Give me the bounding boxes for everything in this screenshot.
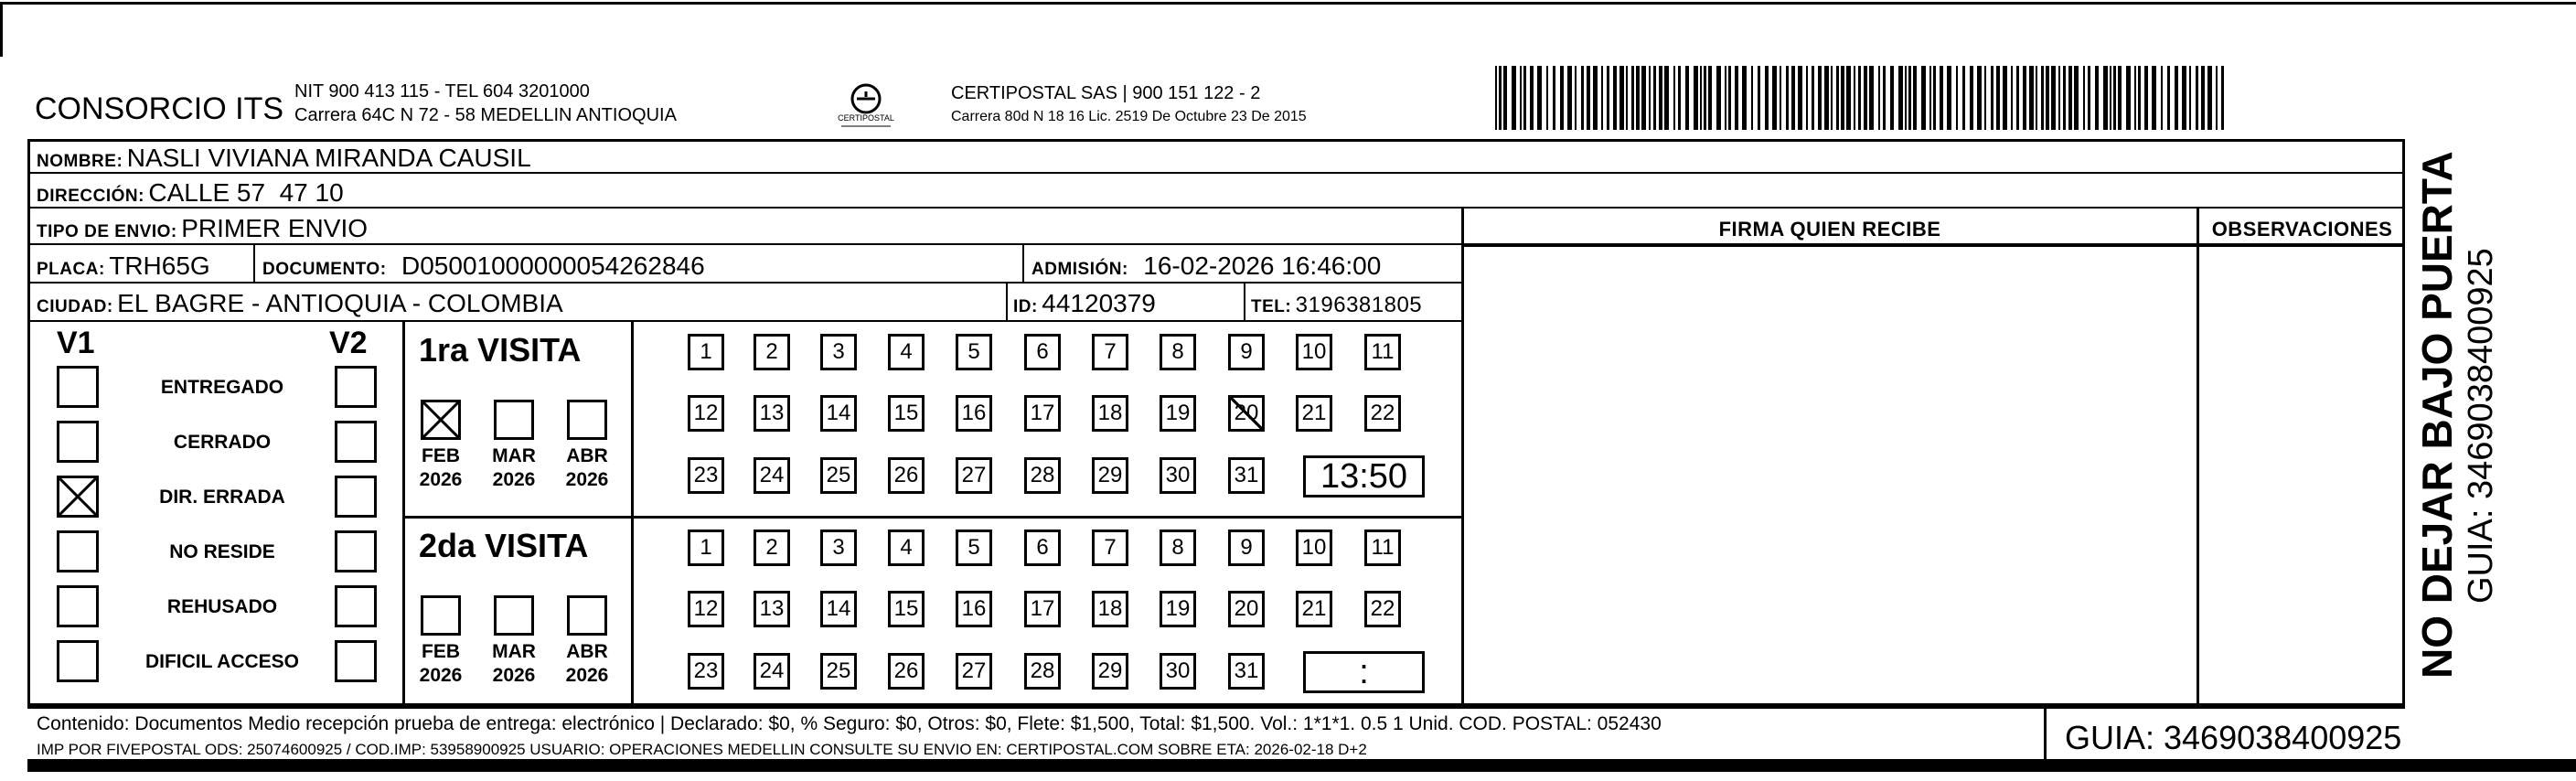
day-box[interactable]: 9 — [1228, 530, 1265, 566]
second-visit-title: 2da VISITA — [419, 527, 589, 564]
month-label — [482, 640, 546, 688]
month-name: MAR — [492, 445, 536, 466]
certipostal-logo — [834, 80, 898, 135]
day-box[interactable]: 18 — [1092, 591, 1128, 627]
status-label: DIR. ERRADA — [159, 487, 285, 508]
day-box[interactable]: 30 — [1160, 457, 1196, 494]
id-divider — [1006, 284, 1008, 322]
nombre-label: NOMBRE: — [37, 152, 123, 171]
v1-checkbox[interactable] — [57, 585, 99, 627]
day-box[interactable]: 1 — [688, 530, 724, 566]
day-box[interactable]: 22 — [1364, 591, 1401, 627]
day-box[interactable]: 8 — [1160, 530, 1196, 566]
day-box[interactable]: 16 — [956, 591, 992, 627]
tel-value: 3196381805 — [1295, 293, 1423, 317]
tipo-field — [37, 214, 368, 243]
month-checkbox-feb[interactable] — [421, 595, 461, 636]
day-box[interactable]: 16 — [956, 395, 992, 432]
day-box[interactable]: 12 — [688, 395, 724, 432]
v2-checkbox[interactable] — [335, 421, 377, 463]
day-box[interactable]: 13 — [754, 591, 790, 627]
month-year: 2026 — [565, 665, 609, 686]
courier-address: Carrera 80d N 18 16 Lic. 2519 De Octubre 23 De 2015 — [951, 109, 1307, 124]
status-label: ENTREGADO — [160, 377, 284, 398]
direccion-field — [37, 178, 344, 208]
month-label — [555, 640, 619, 688]
v2-checkbox[interactable] — [335, 366, 377, 408]
company-name: CONSORCIO ITS — [35, 91, 284, 126]
tipo-label: TIPO DE ENVIO: — [37, 222, 177, 241]
placa-value: TRH65G — [109, 251, 210, 280]
month-year: 2026 — [565, 469, 609, 490]
day-box[interactable]: 11 — [1364, 530, 1401, 566]
row-direccion — [27, 174, 2405, 209]
day-box[interactable]: 21 — [1296, 395, 1332, 432]
second-visit-time[interactable]: : — [1303, 651, 1425, 693]
left-rule — [0, 2, 3, 57]
status-label: DIFICIL ACCESO — [144, 651, 299, 672]
day-box[interactable]: 29 — [1092, 653, 1128, 690]
day-box[interactable]: 21 — [1296, 591, 1332, 627]
day-box[interactable]: 17 — [1024, 395, 1061, 432]
day-box[interactable]: 29 — [1092, 457, 1128, 494]
day-box[interactable]: 25 — [820, 457, 857, 494]
day-box[interactable]: 3 — [820, 530, 857, 566]
id-label: ID: — [1013, 297, 1038, 316]
month-year: 2026 — [419, 469, 463, 490]
day-box[interactable]: 18 — [1092, 395, 1128, 432]
v1-checkbox[interactable] — [57, 530, 99, 572]
firma-divider — [1461, 209, 1464, 706]
day-box[interactable]: 10 — [1296, 334, 1332, 370]
day-box[interactable]: 27 — [956, 653, 992, 690]
day-box[interactable]: 4 — [888, 530, 925, 566]
month-divider — [631, 322, 634, 706]
first-visit-title: 1ra VISITA — [419, 331, 582, 369]
barcode — [1495, 66, 2227, 130]
day-box[interactable]: 2 — [754, 530, 790, 566]
day-box[interactable]: 22 — [1364, 395, 1401, 432]
v2-header: V2 — [329, 326, 368, 360]
footer-guia-divider — [2044, 706, 2047, 761]
month-name: MAR — [492, 641, 536, 662]
day-box[interactable]: 14 — [820, 591, 857, 627]
documento-value: D05001000000054262846 — [401, 251, 705, 280]
day-box[interactable]: 9 — [1228, 334, 1265, 370]
v1-header: V1 — [57, 326, 95, 360]
v2-checkbox[interactable] — [335, 476, 377, 518]
side-guia: GUIA: 3469038400925 — [2462, 248, 2500, 604]
footer-rule — [27, 706, 2405, 709]
footer-guia: GUIA: 3469038400925 — [2065, 719, 2402, 756]
day-box[interactable]: 14 — [820, 395, 857, 432]
month-name: FEB — [422, 445, 460, 466]
admision-value: 16-02-2026 16:46:00 — [1143, 251, 1382, 280]
nombre-value: NASLI VIVIANA MIRANDA CAUSIL — [126, 144, 531, 172]
id-value: 44120379 — [1042, 289, 1156, 317]
day-box[interactable]: 15 — [888, 395, 925, 432]
admision-field — [1031, 251, 1381, 281]
day-box[interactable]: 19 — [1160, 591, 1196, 627]
day-box[interactable]: 6 — [1024, 530, 1061, 566]
ciudad-label: CIUDAD: — [37, 297, 113, 316]
day-box[interactable]: 6 — [1024, 334, 1061, 370]
v2-checkbox[interactable] — [335, 585, 377, 627]
observaciones-area[interactable] — [2200, 249, 2403, 704]
status-label: NO RESIDE — [169, 541, 275, 562]
month-checkbox-abr[interactable] — [567, 400, 607, 440]
v1-checkbox[interactable] — [57, 421, 99, 463]
documento-field — [262, 251, 705, 281]
month-label — [482, 444, 546, 492]
placa-label: PLACA: — [37, 260, 105, 279]
month-year: 2026 — [419, 665, 463, 686]
day-box[interactable]: 5 — [956, 530, 992, 566]
day-box[interactable]: 23 — [688, 457, 724, 494]
day-box[interactable]: 24 — [754, 457, 790, 494]
v1-checkbox[interactable] — [57, 366, 99, 408]
day-box[interactable]: 2 — [754, 334, 790, 370]
nombre-field — [37, 144, 531, 173]
v2-checkbox[interactable] — [335, 530, 377, 572]
obs-divider — [2197, 209, 2199, 706]
day-box[interactable]: 25 — [820, 653, 857, 690]
day-box[interactable]: 15 — [888, 591, 925, 627]
day-box[interactable]: 17 — [1024, 591, 1061, 627]
first-visit-time[interactable]: 13:50 — [1303, 455, 1425, 497]
contenido-text: Contenido: Documentos Medio recepción prueba de entrega: electrónico | Declarado: $0, % Seguro: $0, Otros: $0, Flete: $1,500, Total: $1,500. Vol.: 1*1*1. 0.5 1 Unid. COD. POSTAL: 052430 — [37, 713, 1662, 734]
tel-label: TEL: — [1251, 297, 1292, 316]
day-box[interactable]: 8 — [1160, 334, 1196, 370]
month-label — [555, 444, 619, 492]
month-checkbox-abr[interactable] — [567, 595, 607, 636]
courier-line: CERTIPOSTAL SAS | 900 151 122 - 2 — [951, 83, 1261, 103]
tel-divider — [1244, 284, 1245, 322]
v1-checkbox[interactable] — [57, 476, 99, 518]
direccion-value: CALLE 57 47 10 — [148, 178, 344, 207]
day-box[interactable]: 10 — [1296, 530, 1332, 566]
top-rule — [0, 2, 2576, 5]
month-year: 2026 — [492, 665, 536, 686]
firma-area[interactable] — [1465, 249, 2195, 704]
ciudad-field — [37, 289, 563, 318]
v2-checkbox[interactable] — [335, 640, 377, 682]
admision-label: ADMISIÓN: — [1031, 260, 1128, 279]
tel-field — [1251, 293, 1422, 318]
bottom-rule — [27, 759, 2576, 772]
day-box[interactable]: 20 — [1228, 395, 1265, 432]
ciudad-value: EL BAGRE - ANTIOQUIA - COLOMBIA — [117, 289, 563, 317]
firma-header-rule — [1461, 245, 2405, 247]
admision-divider — [1022, 245, 1024, 284]
day-box[interactable]: 27 — [956, 457, 992, 494]
day-box[interactable]: 12 — [688, 591, 724, 627]
day-box[interactable]: 31 — [1228, 653, 1265, 690]
direccion-label: DIRECCIÓN: — [37, 187, 144, 206]
tipo-value: PRIMER ENVIO — [181, 214, 369, 242]
day-box[interactable]: 20 — [1228, 591, 1265, 627]
month-checkbox-mar[interactable] — [494, 595, 534, 636]
id-field — [1013, 289, 1156, 318]
day-box[interactable]: 28 — [1024, 653, 1061, 690]
day-box[interactable]: 24 — [754, 653, 790, 690]
status-label: REHUSADO — [166, 596, 278, 617]
nit-line: NIT 900 413 115 - TEL 604 3201000 — [294, 81, 590, 102]
day-box[interactable]: 30 — [1160, 653, 1196, 690]
day-box[interactable]: 1 — [688, 334, 724, 370]
month-checkbox-mar[interactable] — [494, 400, 534, 440]
documento-label: DOCUMENTO: — [262, 260, 387, 279]
day-box[interactable]: 7 — [1092, 334, 1128, 370]
day-box[interactable]: 11 — [1364, 334, 1401, 370]
status-label: CERRADO — [173, 432, 272, 453]
day-box[interactable]: 31 — [1228, 457, 1265, 494]
day-box[interactable]: 26 — [888, 653, 925, 690]
side-warning: NO DEJAR BAJO PUERTA — [2413, 151, 2461, 679]
month-name: FEB — [422, 641, 460, 662]
status-divider — [402, 322, 405, 706]
day-box[interactable]: 5 — [956, 334, 992, 370]
month-label — [409, 640, 473, 688]
day-box[interactable]: 23 — [688, 653, 724, 690]
day-box[interactable]: 3 — [820, 334, 857, 370]
month-name: ABR — [566, 445, 608, 466]
company-address: Carrera 64C N 72 - 58 MEDELLIN ANTIOQUIA — [294, 105, 677, 125]
day-box[interactable]: 28 — [1024, 457, 1061, 494]
day-box[interactable]: 19 — [1160, 395, 1196, 432]
placa-field — [37, 251, 210, 281]
day-box[interactable]: 26 — [888, 457, 925, 494]
placa-divider — [253, 245, 255, 284]
month-year: 2026 — [492, 469, 536, 490]
month-label — [409, 444, 473, 492]
day-box[interactable]: 13 — [754, 395, 790, 432]
imp-text: IMP POR FIVEPOSTAL ODS: 25074600925 / COD.IMP: 53958900925 USUARIO: OPERACIONES MEDELLIN CONSULTE SU ENVIO EN: CERTIPOSTAL.COM SOBRE ETA: 2026-02-18 D+2 — [37, 741, 1367, 758]
firma-header: FIRMA QUIEN RECIBE — [1718, 218, 1941, 241]
month-checkbox-feb[interactable] — [421, 400, 461, 440]
logo-caption: CERTIPOSTAL — [838, 113, 894, 123]
visit-split — [402, 516, 1463, 519]
month-name: ABR — [566, 641, 608, 662]
observaciones-header: OBSERVACIONES — [2211, 218, 2393, 241]
day-box[interactable]: 7 — [1092, 530, 1128, 566]
v1-checkbox[interactable] — [57, 640, 99, 682]
day-box[interactable]: 4 — [888, 334, 925, 370]
